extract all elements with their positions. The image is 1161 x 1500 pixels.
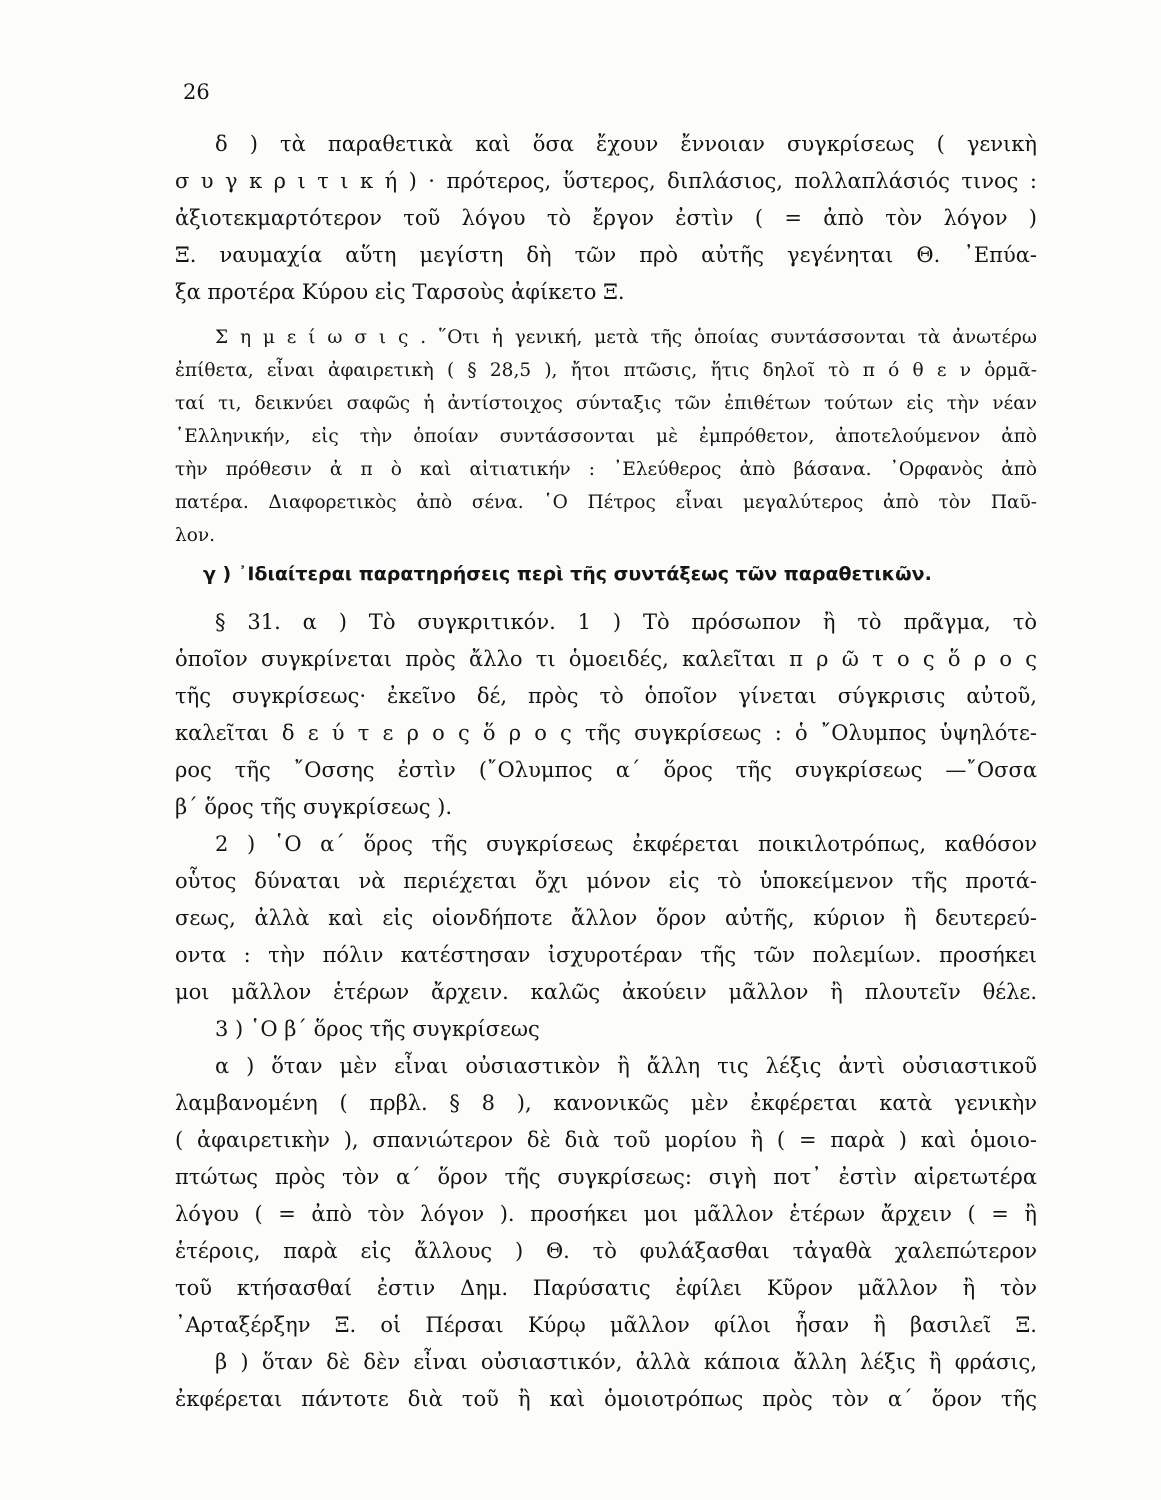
text-line: ρος τῆς ῎Οσσης ἐστὶν (῎Ολυμπος α΄ ὅρος τῆς συγκρίσεως —῎Οσσα <box>175 758 1037 782</box>
text-line: ἀξιοτεκμαρτότερον τοῦ λόγου τὸ ἔργον ἐστὶν ( = ἀπὸ τὸν λόγον ) <box>175 206 1037 230</box>
paragraph-3 <box>175 1011 1037 1048</box>
text-line: ( ἀφαιρετικὴν ), σπανιώτερον δὲ διὰ τοῦ μορίου ἢ ( = παρὰ ) καὶ ὁμοιο- <box>175 1128 1037 1152</box>
text-line: σ υ γ κ ρ ι τ ι κ ή ) · πρότερος, ὕστερος, διπλάσιος, πολλαπλάσιός τινος : <box>175 169 1037 193</box>
text-line: β ) ὅταν δὲ δὲν εἶναι οὐσιαστικόν, ἀλλὰ κάποια ἄλλη λέξις ἢ φράσις, <box>215 1350 1037 1374</box>
text-line: β΄ ὅρος τῆς συγκρίσεως ). <box>175 795 453 819</box>
text-line: Σ η μ ε ί ω σ ι ς . ῞Οτι ἡ γενική, μετὰ τῆς ὁποίας συντάσσονται τὰ ἀνωτέρω <box>215 327 1037 348</box>
text-line: πατέρα. Διαφορετικὸς ἀπὸ σένα. ῾Ο Πέτρος εἶναι μεγαλύτερος ἀπὸ τὸν Παῦ- <box>175 492 1037 513</box>
text-line: § 31. α ) Τὸ συγκριτικόν. 1 ) Τὸ πρόσωπον ἢ τὸ πρᾶγμα, τὸ <box>215 610 1037 634</box>
text-line: ἑτέροις, παρὰ εἰς ἄλλους ) Θ. τὸ φυλάξασθαι τἀγαθὰ χαλεπώτερον <box>175 1239 1037 1263</box>
text-line: τὴν πρόθεσιν ἀ π ὸ καὶ αἰτιατικήν : ᾿Ελεύθερος ἀπὸ βάσανα. ᾿Ορφανὸς ἀπὸ <box>175 459 1037 480</box>
text-line: ᾿Αρταξέρξην Ξ. οἱ Πέρσαι Κύρῳ μᾶλλον φίλοι ἦσαν ἢ βασιλεῖ Ξ. <box>175 1313 1037 1337</box>
paragraph-2 <box>175 826 1037 1011</box>
section-heading: γ ) ᾿Ιδιαίτεραι παρατηρήσεις περὶ τῆς συντάξεως τῶν παραθετικῶν. <box>203 563 932 585</box>
text-line: ῾Ελληνικήν, εἰς τὴν ὁποίαν συντάσσονται μὲ ἐμπρόθετον, ἀποτελούμενον ἀπὸ <box>175 426 1037 447</box>
text-line: ὁποῖον συγκρίνεται πρὸς ἄλλο τι ὁμοειδές, καλεῖται π ρ ῶ τ ο ς ὅ ρ ο ς <box>175 647 1037 671</box>
text-line: λόγου ( = ἀπὸ τὸν λόγον ). προσήκει μοι μᾶλλον ἑτέρων ἄρχειν ( = ἢ <box>175 1202 1037 1226</box>
text-line: μοι μᾶλλον ἑτέρων ἄρχειν. καλῶς ἀκούειν μᾶλλον ἢ πλουτεῖν θέλε. <box>175 980 1037 1004</box>
text-line: α ) ὅταν μὲν εἶναι οὐσιαστικὸν ἢ ἄλλη τις λέξις ἀντὶ οὐσιαστικοῦ <box>215 1054 1037 1078</box>
paragraph-3a <box>175 1048 1037 1344</box>
text-line: τοῦ κτήσασθαί ἐστιν Δημ. Παρύσατις ἐφίλει Κῦρον μᾶλλον ἢ τὸν <box>175 1276 1037 1300</box>
page-number: 26 <box>183 80 210 104</box>
text-line: οντα : τὴν πόλιν κατέστησαν ἰσχυροτέραν τῆς τῶν πολεμίων. προσήκει <box>175 943 1037 967</box>
text-line: ξα προτέρα Κύρου εἰς Ταρσοὺς ἀφίκετο Ξ. <box>175 280 625 304</box>
text-line: οὗτος δύναται νὰ περιέχεται ὄχι μόνον εἰς τὸ ὑποκείμενον τῆς προτά- <box>175 869 1037 893</box>
text-line: καλεῖται δ ε ύ τ ε ρ ο ς ὅ ρ ο ς τῆς συγκρίσεως : ὁ ῎Ολυμπος ὑψηλότε- <box>175 721 1037 745</box>
text-line: τῆς συγκρίσεως· ἐκεῖνο δέ, πρὸς τὸ ὁποῖον γίνεται σύγκρισις αὐτοῦ, <box>175 684 1037 708</box>
paragraph-3b <box>175 1344 1037 1418</box>
text-line: δ ) τὰ παραθετικὰ καὶ ὅσα ἔχουν ἔννοιαν συγκρίσεως ( γενικὴ <box>215 132 1037 156</box>
text-line: Ξ. ναυμαχία αὕτη μεγίστη δὴ τῶν πρὸ αὐτῆς γεγένηται Θ. ᾿Επύα- <box>175 243 1037 267</box>
text-line: ἐπίθετα, εἶναι ἀφαιρετικὴ ( § 28,5 ), ἤτοι πτῶσις, ἥτις δηλοῖ τὸ π ό θ ε ν ὁρμᾶ- <box>175 360 1037 381</box>
text-line: 2 ) ῾Ο α΄ ὅρος τῆς συγκρίσεως ἐκφέρεται ποικιλοτρόπως, καθόσον <box>215 832 1037 856</box>
text-line: πτώτως πρὸς τὸν α΄ ὅρον τῆς συγκρίσεως: σιγὴ ποτ᾿ ἐστὶν αἱρετωτέρα <box>175 1165 1037 1189</box>
text-line: 3 ) ῾Ο β΄ ὅρος τῆς συγκρίσεως <box>215 1017 540 1041</box>
text-line: σεως, ἀλλὰ καὶ εἰς οἱονδήποτε ἄλλον ὅρον αὐτῆς, κύριον ἢ δευτερεύ- <box>175 906 1037 930</box>
note-paragraph <box>175 321 1037 552</box>
text-line: λαμβανομένη ( πρβλ. § 8 ), κανονικῶς μὲν ἐκφέρεται κατὰ γενικὴν <box>175 1091 1037 1115</box>
text-line: λον. <box>175 525 215 546</box>
text-body <box>175 126 1037 1418</box>
text-line: ταί τι, δεικνύει σαφῶς ἡ ἀντίστοιχος σύνταξις τῶν ἐπιθέτων τούτων εἰς τὴν νέαν <box>175 393 1037 414</box>
text-line: ἐκφέρεται πάντοτε διὰ τοῦ ἢ καὶ ὁμοιοτρόπως πρὸς τὸν α΄ ὅρον τῆς <box>175 1387 1037 1411</box>
paragraph-delta <box>175 126 1037 311</box>
paragraph-section-31 <box>175 604 1037 826</box>
